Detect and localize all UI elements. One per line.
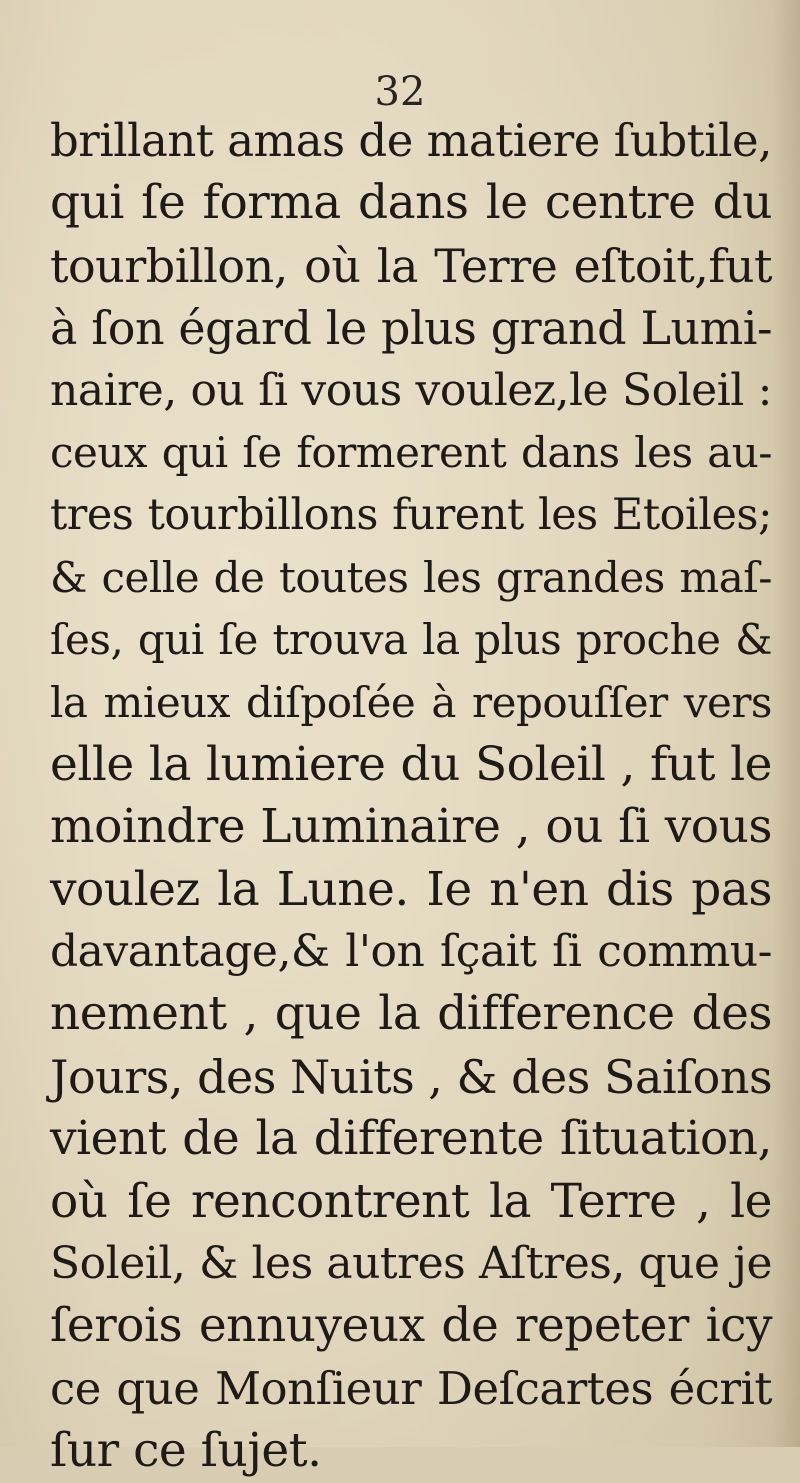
text-line: elle la lumiere du Soleil , fut le: [50, 736, 772, 792]
body-text: [50, 110, 772, 1483]
text-line: moindre Luminaire , ou ſi vous: [50, 799, 772, 855]
text-line: naire, ou ſi vous voulez,le Soleil :: [50, 364, 772, 416]
text-line: Jours, des Nuits , & des Saiſons: [50, 1049, 773, 1104]
text-line: voulez la Lune. Ie n'en dis pas: [50, 861, 772, 917]
page-number: 32: [374, 69, 426, 115]
text-line: qui ſe forma dans le centre du: [50, 175, 772, 231]
text-line: ce que Monſieur Deſcartes écrit: [50, 1361, 772, 1415]
text-line: tourbillon, où la Terre eſtoit,fut: [50, 238, 772, 293]
text-line: la mieux diſpoſée à repouſſer vers: [50, 677, 772, 727]
text-line: Soleil, & les autres Aſtres, que je: [50, 1238, 772, 1290]
page-edge-shadow: [772, 0, 800, 1447]
text-line: ſerois ennuyeux de repeter icy: [50, 1298, 772, 1354]
text-line: nement , que la difference des: [50, 986, 772, 1042]
text-line: où ſe rencontrent la Terre , le: [50, 1173, 772, 1229]
text-line: ſur ce ſujet.: [50, 1423, 322, 1479]
text-line: ceux qui ſe formerent dans les au-: [50, 427, 772, 477]
text-line: tres tourbillons furent les Etoiles;: [50, 490, 772, 541]
text-line: brillant amas de matiere ſubtile,: [50, 114, 772, 167]
text-line: à ſon égard le plus grand Lumi-: [50, 301, 772, 356]
text-line: davantage,& l'on ſçait ſi commu-: [50, 926, 772, 978]
text-line: ſes, qui ſe trouva la plus proche &: [50, 615, 772, 665]
text-line: vient de la differente ſituation,: [50, 1111, 772, 1167]
text-line: & celle de toutes les grandes maſ-: [50, 552, 772, 602]
